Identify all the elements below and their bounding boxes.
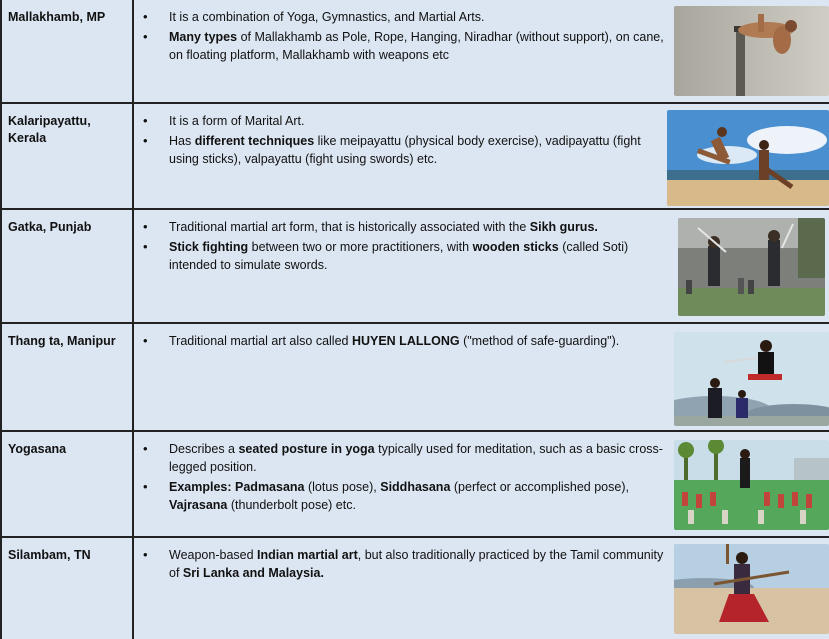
yoga-group-photo [674, 440, 829, 530]
description-list [140, 332, 670, 352]
bullet-item: • It is a combination of Yoga, Gymnastics, and Martial Arts. [140, 8, 665, 26]
art-name: Silambam, TN [8, 548, 91, 562]
art-name: Yogasana [8, 442, 67, 456]
thang-ta-jump-photo [674, 332, 829, 426]
bullet-item: • Traditional martial art also called HUYEN LALLONG ("method of safe-guarding"). [140, 332, 670, 350]
description-list [140, 112, 665, 170]
table-row [2, 0, 829, 104]
bullet-item: • It is a form of Marital Art. [140, 112, 665, 130]
silambam-stick-photo [674, 544, 829, 634]
table-row [2, 538, 829, 639]
bullet-item: • Weapon-based Indian martial art, but also traditionally practiced by the Tamil community of Sri Lanka and Malaysia. [140, 546, 670, 582]
column-divider [132, 538, 134, 639]
description-list [140, 218, 670, 276]
table-row [2, 210, 829, 324]
art-name: Kalaripayattu, Kerala [8, 114, 91, 145]
mallakhamb-pole-photo [674, 6, 829, 96]
description-list [140, 8, 665, 66]
bullet-item: • Traditional martial art form, that is historically associated with the Sikh gurus. [140, 218, 670, 236]
gatka-swordsmen-photo [678, 218, 825, 316]
bullet-item: • Examples: Padmasana (lotus pose), Siddhasana (perfect or accomplished pose), Vajrasana (thunderbolt pose) etc. [140, 478, 668, 514]
column-divider [132, 0, 134, 102]
column-divider [132, 432, 134, 536]
table-row [2, 432, 829, 538]
art-name: Mallakhamb, MP [8, 10, 106, 24]
bullet-item: • Many types of Mallakhamb as Pole, Rope, Hanging, Niradhar (without support), on cane, on floating platform, Mallakhamb with weapons etc [140, 28, 665, 64]
bullet-item: • Stick fighting between two or more practitioners, with wooden sticks (called Soti) intended to simulate swords. [140, 238, 670, 274]
column-divider [132, 104, 134, 208]
art-name: Gatka, Punjab [8, 220, 92, 234]
art-name: Thang ta, Manipur [8, 334, 116, 348]
beach-fighters-photo [667, 110, 829, 206]
column-divider [132, 210, 134, 322]
table-row [2, 104, 829, 210]
column-divider [132, 324, 134, 430]
description-list [140, 440, 668, 516]
bullet-item: • Has different techniques like meipayattu (physical body exercise), vadipayattu (fight using sticks), valpayattu (fight using swords) etc. [140, 132, 665, 168]
description-list [140, 546, 670, 584]
bullet-item: • Describes a seated posture in yoga typically used for meditation, such as a basic cross-legged position. [140, 440, 668, 476]
table-row [2, 324, 829, 432]
